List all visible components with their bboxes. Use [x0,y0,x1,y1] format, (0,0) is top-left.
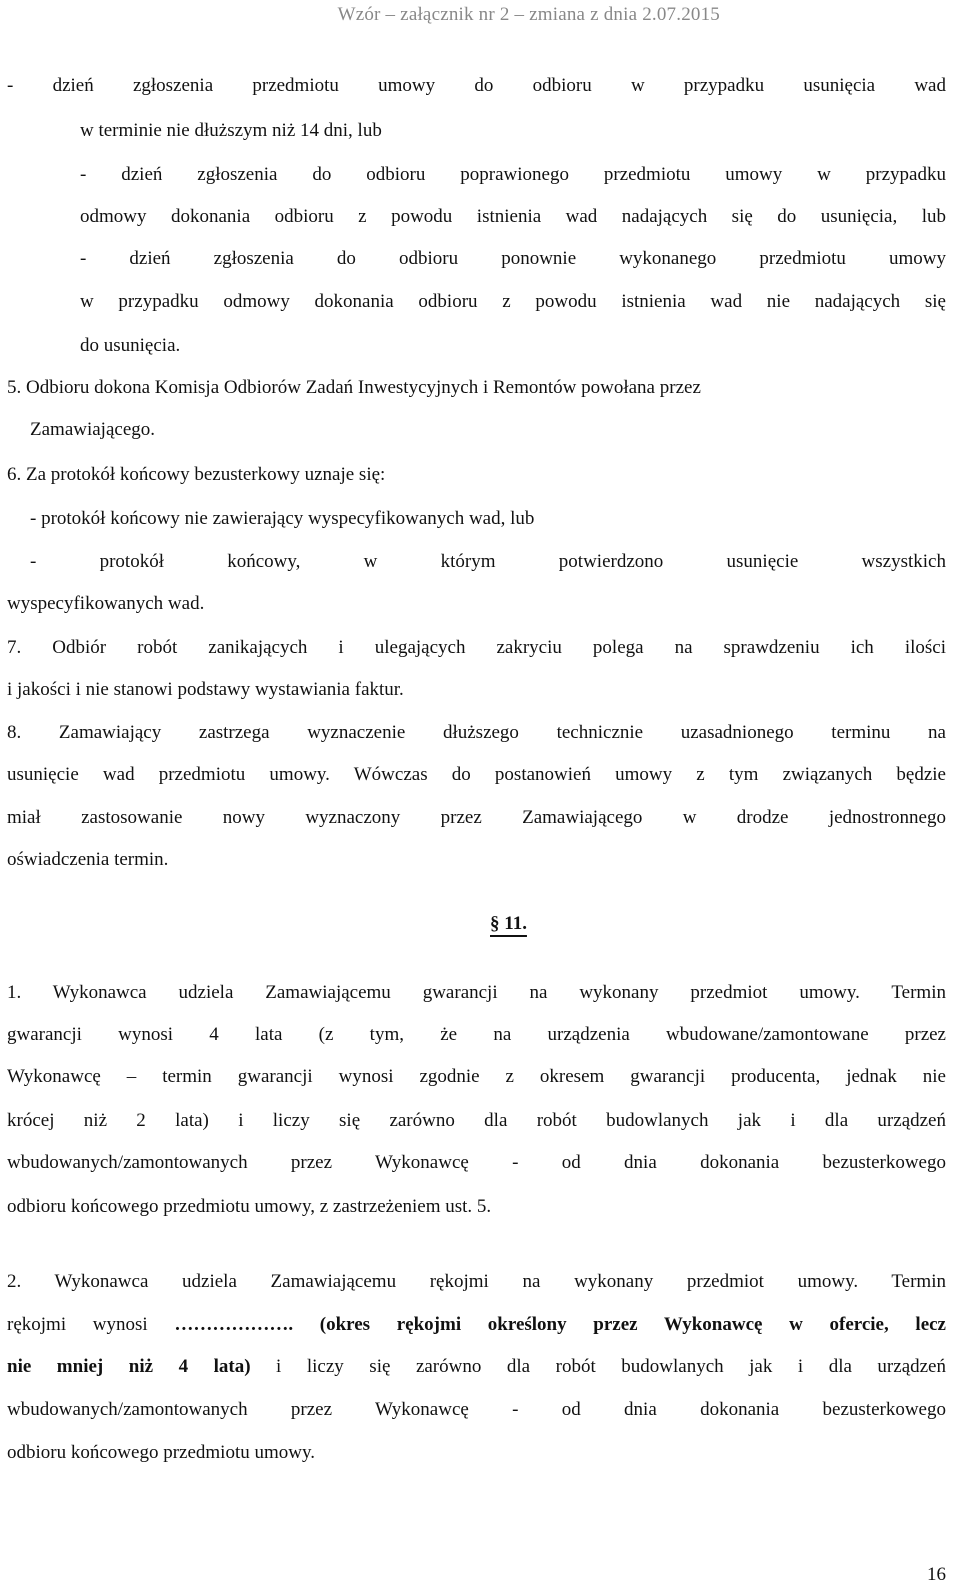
body-line: - dzień zgłoszenia przedmiotu umowy do odbioru w przypadku usunięcia wad [7,75,946,96]
item-8-line: miał zastosowanie nowy wyznaczony przez Zamawiającego w drodze jednostronnego [7,807,946,828]
para-2-line [7,1352,946,1382]
para-2-line: 2. Wykonawca udziela Zamawiającemu rękojmi na wykonany przedmiot umowy. Termin [7,1271,946,1292]
body-line: - dzień zgłoszenia do odbioru ponownie wykonanego przedmiotu umowy [80,248,946,269]
para-2-line: wbudowanych/zamontowanych przez Wykonawcę - od dnia dokonania bezusterkowego [7,1399,946,1420]
body-line: w przypadku odmowy dokonania odbioru z powodu istnienia wad nie nadających się [80,291,946,312]
item-8-line: usunięcie wad przedmiotu umowy. Wówczas do postanowień umowy z tym związanych będzie [7,764,946,785]
para-1-line: 1. Wykonawca udziela Zamawiającemu gwarancji na wykonany przedmiot umowy. Termin [7,982,946,1003]
para-1-line: krócej niż 2 lata) i liczy się zarówno dla robót budowlanych jak i dla urządzeń [7,1110,946,1131]
para-1-line: Wykonawcę – termin gwarancji wynosi zgodnie z okresem gwarancji producenta, jednak nie [7,1066,946,1087]
item-6-line: - protokół końcowy, w którym potwierdzono usunięcie wszystkich [30,551,946,572]
para-1-line: gwarancji wynosi 4 lata (z tym, że na urządzenia wbudowane/zamontowane przez [7,1024,946,1045]
body-line: w terminie nie dłuższym niż 14 dni, lub [80,120,382,141]
item-8-line: oświadczenia termin. [7,849,169,870]
para-2-line [7,1310,946,1340]
item-6-line: 6. Za protokół końcowy bezusterkowy uznaje się: [7,464,386,485]
item-5-line: 5. Odbioru dokona Komisja Odbiorów Zadań Inwestycyjnych i Remontów powołana przez [7,377,701,398]
page-number: 16 [927,1564,946,1585]
para-2-bold-text: ………………. (okres rękojmi określony przez Wykonawcę w ofercie, lecz [174,1314,946,1335]
para-2-plain-text: i liczy się zarówno dla robót budowlanych jak i dla urządzeń [250,1356,946,1377]
item-8-line: 8. Zamawiający zastrzega wyznaczenie dłuższego technicznie uzasadnionego terminu na [7,722,946,743]
document-header: Wzór – załącznik nr 2 – zmiana z dnia 2.07.2015 [337,4,720,25]
section-number: § 11. [490,913,527,934]
item-7-line: i jakości i nie stanowi podstawy wystawiania faktur. [7,679,404,700]
item-6-line: - protokół końcowy nie zawierający wyspecyfikowanych wad, lub [30,508,535,529]
body-line: do usunięcia. [80,335,181,356]
para-2-line: odbioru końcowego przedmiotu umowy. [7,1442,315,1463]
body-line: odmowy dokonania odbioru z powodu istnienia wad nadających się do usunięcia, lub [80,206,946,227]
item-5-line: Zamawiającego. [30,419,156,440]
para-2-plain-text: rękojmi wynosi [7,1314,175,1335]
para-1-line: odbioru końcowego przedmiotu umowy, z zastrzeżeniem ust. 5. [7,1196,492,1217]
body-line: - dzień zgłoszenia do odbioru poprawionego przedmiotu umowy w przypadku [80,164,946,185]
para-1-line: wbudowanych/zamontowanych przez Wykonawcę - od dnia dokonania bezusterkowego [7,1152,946,1173]
item-6-line: wyspecyfikowanych wad. [7,593,205,614]
item-7-line: 7. Odbiór robót zanikających i ulegających zakryciu polega na sprawdzeniu ich ilości [7,637,946,658]
para-2-bold-text: nie mniej niż 4 lata) [7,1356,251,1377]
